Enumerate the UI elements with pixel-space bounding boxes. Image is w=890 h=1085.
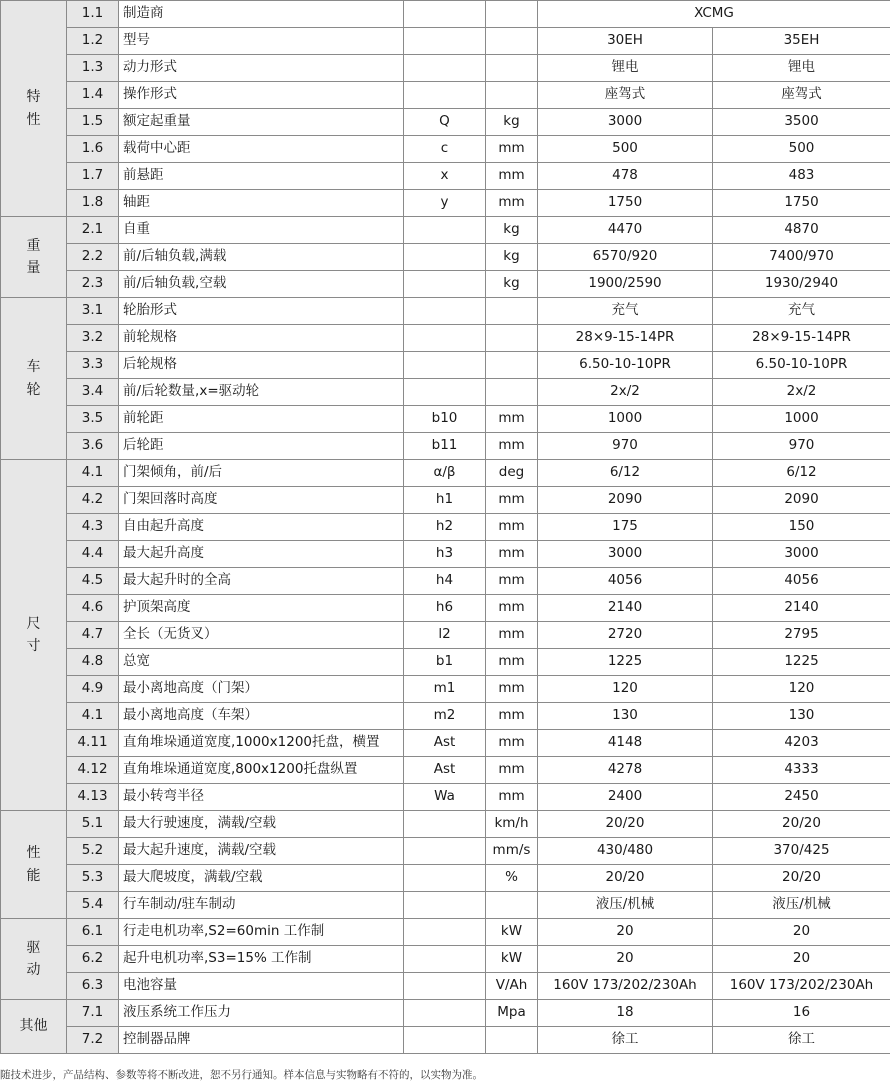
value-30eh: 4278: [538, 757, 713, 784]
row-number: 6.2: [67, 946, 119, 973]
value-35eh: 35EH: [713, 28, 890, 55]
unit-cell: kg: [486, 217, 538, 244]
value-30eh: 2x/2: [538, 379, 713, 406]
category-label-text: 性 能: [26, 845, 41, 884]
value-35eh: 4870: [713, 217, 890, 244]
value-35eh: 2090: [713, 487, 890, 514]
value-35eh: 充气: [713, 298, 890, 325]
unit-cell: mm: [486, 730, 538, 757]
row-number: 1.7: [67, 163, 119, 190]
symbol-cell: h4: [404, 568, 486, 595]
spec-row: [1, 136, 890, 163]
symbol-cell: [404, 379, 486, 406]
unit-cell: kW: [486, 946, 538, 973]
value-30eh: 3000: [538, 541, 713, 568]
category-label: 其他: [1, 1000, 67, 1054]
row-number: 4.8: [67, 649, 119, 676]
category-label-text: 尺 寸: [26, 615, 41, 654]
symbol-cell: [404, 1027, 486, 1054]
item-name: 门架倾角，前/后: [119, 460, 404, 487]
spec-row: [1, 730, 890, 757]
spec-row: [1, 433, 890, 460]
value-35eh: 20/20: [713, 865, 890, 892]
unit-cell: mm: [486, 568, 538, 595]
value-35eh: 2450: [713, 784, 890, 811]
row-number: 1.5: [67, 109, 119, 136]
spec-row: [1, 271, 890, 298]
category-label: [1, 919, 67, 1000]
symbol-cell: h6: [404, 595, 486, 622]
symbol-cell: Wa: [404, 784, 486, 811]
row-number: 4.6: [67, 595, 119, 622]
unit-cell: Mpa: [486, 1000, 538, 1027]
value-30eh: 18: [538, 1000, 713, 1027]
value-30eh: 175: [538, 514, 713, 541]
row-number: 3.3: [67, 352, 119, 379]
item-name: 最大行驶速度，满载/空载: [119, 811, 404, 838]
spec-row: [1, 1, 890, 28]
symbol-cell: [404, 352, 486, 379]
symbol-cell: m1: [404, 676, 486, 703]
item-name: 最小离地高度（车架）: [119, 703, 404, 730]
spec-row: [1, 541, 890, 568]
symbol-cell: Q: [404, 109, 486, 136]
value-35eh: 1930/2940: [713, 271, 890, 298]
value-35eh: 2795: [713, 622, 890, 649]
row-number: 7.2: [67, 1027, 119, 1054]
spec-row: [1, 838, 890, 865]
value-35eh: 7400/970: [713, 244, 890, 271]
item-name: 自重: [119, 217, 404, 244]
unit-cell: mm: [486, 136, 538, 163]
item-name: 直角堆垛通道宽度,800x1200托盘纵置: [119, 757, 404, 784]
value-35eh: 16: [713, 1000, 890, 1027]
value-35eh: 2140: [713, 595, 890, 622]
item-name: 制造商: [119, 1, 404, 28]
symbol-cell: m2: [404, 703, 486, 730]
item-name: 后轮规格: [119, 352, 404, 379]
row-number: 2.1: [67, 217, 119, 244]
unit-cell: mm: [486, 595, 538, 622]
symbol-cell: h1: [404, 487, 486, 514]
value-30eh: 500: [538, 136, 713, 163]
row-number: 4.11: [67, 730, 119, 757]
item-name: 载荷中心距: [119, 136, 404, 163]
item-name: 最小转弯半径: [119, 784, 404, 811]
row-number: 4.1: [67, 703, 119, 730]
item-name: 最大起升高度: [119, 541, 404, 568]
item-name: 前/后轴负载,满载: [119, 244, 404, 271]
unit-cell: [486, 55, 538, 82]
value-35eh: 3000: [713, 541, 890, 568]
category-label: [1, 460, 67, 811]
value-30eh: 20/20: [538, 811, 713, 838]
unit-cell: mm: [486, 406, 538, 433]
value-30eh: 充气: [538, 298, 713, 325]
value-35eh: 970: [713, 433, 890, 460]
value-35eh: 20: [713, 946, 890, 973]
item-name: 操作形式: [119, 82, 404, 109]
item-name: 前悬距: [119, 163, 404, 190]
unit-cell: [486, 379, 538, 406]
symbol-cell: [404, 919, 486, 946]
category-label-text: 特 性: [26, 89, 41, 128]
row-number: 4.13: [67, 784, 119, 811]
spec-row: [1, 325, 890, 352]
symbol-cell: l2: [404, 622, 486, 649]
item-name: 自由起升高度: [119, 514, 404, 541]
category-label-text: 重 量: [26, 237, 41, 276]
symbol-cell: [404, 973, 486, 1000]
row-number: 1.4: [67, 82, 119, 109]
manufacturer-value: XCMG: [538, 1, 890, 28]
symbol-cell: b10: [404, 406, 486, 433]
row-number: 4.5: [67, 568, 119, 595]
item-name: 型号: [119, 28, 404, 55]
spec-row: [1, 244, 890, 271]
item-name: 最大起升速度，满载/空载: [119, 838, 404, 865]
symbol-cell: [404, 892, 486, 919]
unit-cell: mm: [486, 163, 538, 190]
value-35eh: 160V 173/202/230Ah: [713, 973, 890, 1000]
unit-cell: %: [486, 865, 538, 892]
row-number: 3.1: [67, 298, 119, 325]
row-number: 3.6: [67, 433, 119, 460]
spec-row: [1, 352, 890, 379]
row-number: 5.2: [67, 838, 119, 865]
spec-row: [1, 1000, 890, 1027]
value-30eh: 1000: [538, 406, 713, 433]
value-35eh: 370/425: [713, 838, 890, 865]
spec-row: [1, 28, 890, 55]
symbol-cell: [404, 811, 486, 838]
symbol-cell: [404, 325, 486, 352]
spec-row: [1, 55, 890, 82]
item-name: 起升电机功率,S3=15% 工作制: [119, 946, 404, 973]
row-number: 4.9: [67, 676, 119, 703]
spec-row: [1, 622, 890, 649]
spec-row: [1, 703, 890, 730]
value-30eh: 6/12: [538, 460, 713, 487]
row-number: 3.5: [67, 406, 119, 433]
value-30eh: 液压/机械: [538, 892, 713, 919]
spec-row: [1, 892, 890, 919]
spec-row: [1, 811, 890, 838]
value-35eh: 120: [713, 676, 890, 703]
row-number: 2.2: [67, 244, 119, 271]
spec-row: [1, 190, 890, 217]
value-30eh: 6.50-10-10PR: [538, 352, 713, 379]
item-name: 后轮距: [119, 433, 404, 460]
spec-row: [1, 1027, 890, 1054]
symbol-cell: [404, 244, 486, 271]
row-number: 3.2: [67, 325, 119, 352]
symbol-cell: b1: [404, 649, 486, 676]
spec-row: [1, 460, 890, 487]
footnote: 随技术进步，产品结构、参数等将不断改进，恕不另行通知。样本信息与实物略有不符的，以实物为准。: [0, 1069, 483, 1081]
unit-cell: V/Ah: [486, 973, 538, 1000]
row-number: 4.4: [67, 541, 119, 568]
item-name: 控制器品牌: [119, 1027, 404, 1054]
spec-row: [1, 946, 890, 973]
value-35eh: 4056: [713, 568, 890, 595]
unit-cell: mm: [486, 190, 538, 217]
value-30eh: 4056: [538, 568, 713, 595]
symbol-cell: [404, 271, 486, 298]
item-name: 轮胎形式: [119, 298, 404, 325]
unit-cell: mm: [486, 622, 538, 649]
item-name: 前轮距: [119, 406, 404, 433]
unit-cell: [486, 352, 538, 379]
symbol-cell: [404, 217, 486, 244]
unit-cell: mm: [486, 676, 538, 703]
category-label-text: 车 轮: [26, 359, 41, 398]
category-label-text: 驱 动: [26, 939, 41, 978]
unit-cell: mm: [486, 433, 538, 460]
unit-cell: mm: [486, 757, 538, 784]
unit-cell: mm: [486, 541, 538, 568]
spec-row: [1, 514, 890, 541]
value-35eh: 徐工: [713, 1027, 890, 1054]
row-number: 4.7: [67, 622, 119, 649]
value-30eh: 6570/920: [538, 244, 713, 271]
row-number: 6.3: [67, 973, 119, 1000]
value-35eh: 6/12: [713, 460, 890, 487]
spec-row: [1, 676, 890, 703]
item-name: 直角堆垛通道宽度,1000x1200托盘，横置: [119, 730, 404, 757]
unit-cell: [486, 82, 538, 109]
symbol-cell: [404, 55, 486, 82]
value-35eh: 28×9-15-14PR: [713, 325, 890, 352]
symbol-cell: [404, 1, 486, 28]
symbol-cell: [404, 28, 486, 55]
value-30eh: 2140: [538, 595, 713, 622]
row-number: 5.3: [67, 865, 119, 892]
row-number: 4.3: [67, 514, 119, 541]
item-name: 液压系统工作压力: [119, 1000, 404, 1027]
value-35eh: 130: [713, 703, 890, 730]
unit-cell: mm/s: [486, 838, 538, 865]
item-name: 前/后轮数量,x=驱动轮: [119, 379, 404, 406]
value-30eh: 4470: [538, 217, 713, 244]
unit-cell: kg: [486, 271, 538, 298]
value-35eh: 座驾式: [713, 82, 890, 109]
item-name: 行走电机功率,S2=60min 工作制: [119, 919, 404, 946]
spec-row: [1, 163, 890, 190]
item-name: 全长（无货叉）: [119, 622, 404, 649]
unit-cell: [486, 1027, 538, 1054]
value-35eh: 4333: [713, 757, 890, 784]
symbol-cell: [404, 298, 486, 325]
item-name: 最大起升时的全高: [119, 568, 404, 595]
unit-cell: mm: [486, 514, 538, 541]
row-number: 1.1: [67, 1, 119, 28]
category-label: [1, 811, 67, 919]
unit-cell: kg: [486, 244, 538, 271]
unit-cell: [486, 892, 538, 919]
value-35eh: 1000: [713, 406, 890, 433]
value-30eh: 3000: [538, 109, 713, 136]
unit-cell: kg: [486, 109, 538, 136]
value-30eh: 2090: [538, 487, 713, 514]
spec-row: [1, 217, 890, 244]
unit-cell: km/h: [486, 811, 538, 838]
category-label: [1, 298, 67, 460]
item-name: 额定起重量: [119, 109, 404, 136]
unit-cell: kW: [486, 919, 538, 946]
row-number: 5.4: [67, 892, 119, 919]
spec-row: [1, 865, 890, 892]
value-35eh: 液压/机械: [713, 892, 890, 919]
value-35eh: 锂电: [713, 55, 890, 82]
item-name: 电池容量: [119, 973, 404, 1000]
value-30eh: 430/480: [538, 838, 713, 865]
symbol-cell: α/β: [404, 460, 486, 487]
row-number: 2.3: [67, 271, 119, 298]
symbol-cell: x: [404, 163, 486, 190]
item-name: 门架回落时高度: [119, 487, 404, 514]
value-35eh: 4203: [713, 730, 890, 757]
item-name: 总宽: [119, 649, 404, 676]
unit-cell: [486, 298, 538, 325]
row-number: 6.1: [67, 919, 119, 946]
symbol-cell: [404, 838, 486, 865]
value-30eh: 30EH: [538, 28, 713, 55]
value-30eh: 20: [538, 946, 713, 973]
value-30eh: 徐工: [538, 1027, 713, 1054]
item-name: 前轮规格: [119, 325, 404, 352]
spec-row: [1, 649, 890, 676]
category-label: [1, 217, 67, 298]
value-35eh: 1225: [713, 649, 890, 676]
unit-cell: mm: [486, 703, 538, 730]
value-35eh: 2x/2: [713, 379, 890, 406]
unit-cell: [486, 325, 538, 352]
value-35eh: 483: [713, 163, 890, 190]
item-name: 最大爬坡度，满载/空载: [119, 865, 404, 892]
value-30eh: 20: [538, 919, 713, 946]
value-30eh: 2720: [538, 622, 713, 649]
value-30eh: 970: [538, 433, 713, 460]
value-30eh: 1750: [538, 190, 713, 217]
value-30eh: 座驾式: [538, 82, 713, 109]
value-35eh: 20/20: [713, 811, 890, 838]
item-name: 前/后轴负载,空载: [119, 271, 404, 298]
spec-row: [1, 406, 890, 433]
symbol-cell: b11: [404, 433, 486, 460]
value-35eh: 150: [713, 514, 890, 541]
symbol-cell: [404, 82, 486, 109]
symbol-cell: c: [404, 136, 486, 163]
symbol-cell: y: [404, 190, 486, 217]
spec-row: [1, 919, 890, 946]
value-30eh: 160V 173/202/230Ah: [538, 973, 713, 1000]
value-30eh: 28×9-15-14PR: [538, 325, 713, 352]
spec-row: [1, 379, 890, 406]
spec-row: [1, 595, 890, 622]
item-name: 动力形式: [119, 55, 404, 82]
spec-row: [1, 568, 890, 595]
spec-row: [1, 973, 890, 1000]
value-30eh: 4148: [538, 730, 713, 757]
spec-row: [1, 784, 890, 811]
unit-cell: mm: [486, 487, 538, 514]
row-number: 5.1: [67, 811, 119, 838]
value-30eh: 478: [538, 163, 713, 190]
value-30eh: 锂电: [538, 55, 713, 82]
value-35eh: 6.50-10-10PR: [713, 352, 890, 379]
symbol-cell: [404, 946, 486, 973]
row-number: 3.4: [67, 379, 119, 406]
symbol-cell: [404, 1000, 486, 1027]
row-number: 4.2: [67, 487, 119, 514]
symbol-cell: h2: [404, 514, 486, 541]
spec-row: [1, 757, 890, 784]
row-number: 1.2: [67, 28, 119, 55]
spec-row: [1, 487, 890, 514]
unit-cell: mm: [486, 784, 538, 811]
value-30eh: 130: [538, 703, 713, 730]
spec-row: [1, 82, 890, 109]
spec-row: [1, 109, 890, 136]
value-30eh: 120: [538, 676, 713, 703]
symbol-cell: h3: [404, 541, 486, 568]
unit-cell: mm: [486, 649, 538, 676]
row-number: 1.8: [67, 190, 119, 217]
value-35eh: 500: [713, 136, 890, 163]
row-number: 4.1: [67, 460, 119, 487]
value-35eh: 1750: [713, 190, 890, 217]
value-35eh: 20: [713, 919, 890, 946]
spec-row: [1, 298, 890, 325]
value-30eh: 1900/2590: [538, 271, 713, 298]
row-number: 1.3: [67, 55, 119, 82]
unit-cell: [486, 1, 538, 28]
category-label: [1, 1, 67, 217]
value-35eh: 3500: [713, 109, 890, 136]
symbol-cell: [404, 865, 486, 892]
item-name: 轴距: [119, 190, 404, 217]
row-number: 1.6: [67, 136, 119, 163]
value-30eh: 20/20: [538, 865, 713, 892]
item-name: 行车制动/驻车制动: [119, 892, 404, 919]
unit-cell: deg: [486, 460, 538, 487]
item-name: 最小离地高度（门架）: [119, 676, 404, 703]
row-number: 7.1: [67, 1000, 119, 1027]
unit-cell: [486, 28, 538, 55]
value-30eh: 2400: [538, 784, 713, 811]
value-30eh: 1225: [538, 649, 713, 676]
symbol-cell: Ast: [404, 730, 486, 757]
row-number: 4.12: [67, 757, 119, 784]
item-name: 护顶架高度: [119, 595, 404, 622]
symbol-cell: Ast: [404, 757, 486, 784]
